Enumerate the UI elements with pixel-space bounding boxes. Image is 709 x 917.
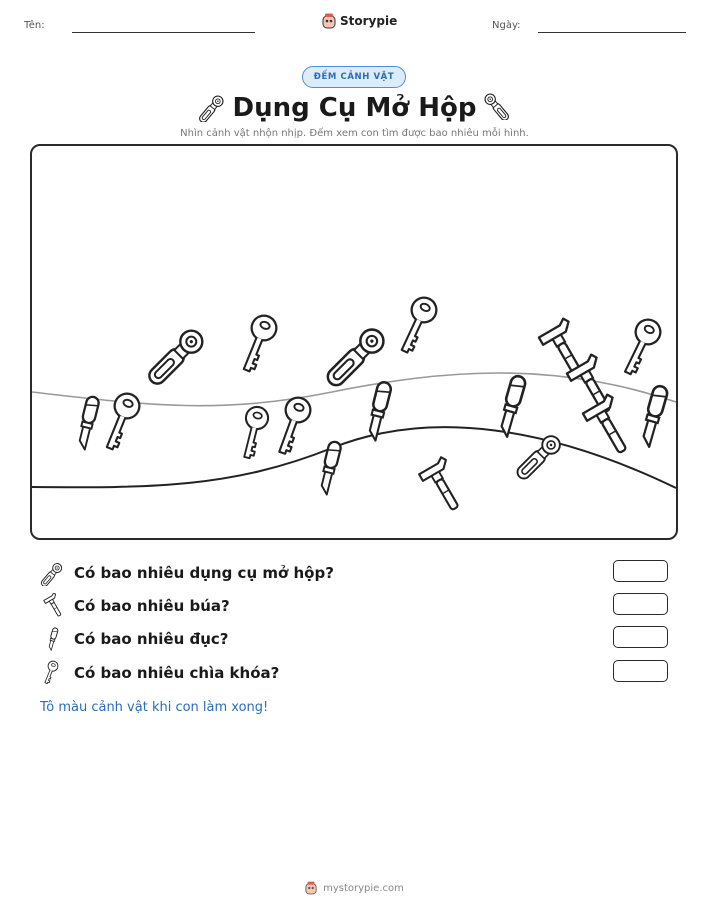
date-line[interactable] [538, 32, 686, 33]
chisel-item [75, 396, 100, 451]
key-item [394, 294, 441, 357]
box-cutter-icon [480, 90, 510, 120]
brand-name: Storypie [340, 14, 398, 28]
hammer-item [417, 456, 469, 516]
hammer-icon [40, 593, 66, 619]
box-cutter-item [322, 325, 388, 391]
storypie-mascot-icon [322, 13, 336, 29]
footer-url[interactable]: mystorypie.com [323, 882, 404, 894]
chisel-icon [40, 626, 66, 652]
name-line[interactable] [72, 32, 255, 33]
hill-line-front [32, 427, 676, 488]
question-text: Có bao nhiêu đục? [74, 630, 229, 648]
date-label: Ngày: [492, 20, 521, 31]
answer-box-box-cutter[interactable] [613, 560, 668, 582]
chisel-item [317, 441, 342, 496]
box-cutter-item [144, 326, 207, 389]
key-item [236, 405, 270, 461]
question-text: Có bao nhiêu dụng cụ mở hộp? [74, 564, 334, 582]
answer-box-chisel[interactable] [613, 626, 668, 648]
counting-scene [30, 144, 678, 540]
key-item [617, 315, 665, 378]
footer [0, 881, 709, 895]
storypie-mascot-icon [305, 881, 317, 895]
hammer-item [581, 393, 638, 459]
question-hammer [40, 593, 230, 619]
page-title: Dụng Cụ Mở Hộp [232, 93, 477, 123]
answer-box-key[interactable] [613, 660, 668, 682]
category-badge: ĐẾM CẢNH VẬT [302, 66, 406, 88]
question-key [40, 660, 279, 686]
question-box-cutter [40, 560, 334, 586]
brand-logo [322, 13, 397, 29]
name-label: Tên: [24, 20, 45, 31]
key-icon [40, 660, 66, 686]
answer-box-hammer[interactable] [613, 593, 668, 615]
coloring-note: Tô màu cảnh vật khi con làm xong! [40, 700, 269, 715]
key-item [235, 312, 280, 375]
scene-illustration [32, 146, 676, 538]
chisel-item [496, 375, 527, 438]
question-text: Có bao nhiêu chìa khóa? [74, 664, 280, 682]
box-cutter-icon [40, 560, 66, 586]
box-cutter-item [513, 433, 563, 483]
instructions: Nhìn cảnh vật nhộn nhịp. Đếm xem con tìm được bao nhiêu mỗi hình. [180, 128, 529, 139]
chisel-item [638, 385, 669, 448]
question-text: Có bao nhiêu búa? [74, 597, 230, 615]
question-chisel [40, 626, 229, 652]
key-item [271, 394, 314, 457]
